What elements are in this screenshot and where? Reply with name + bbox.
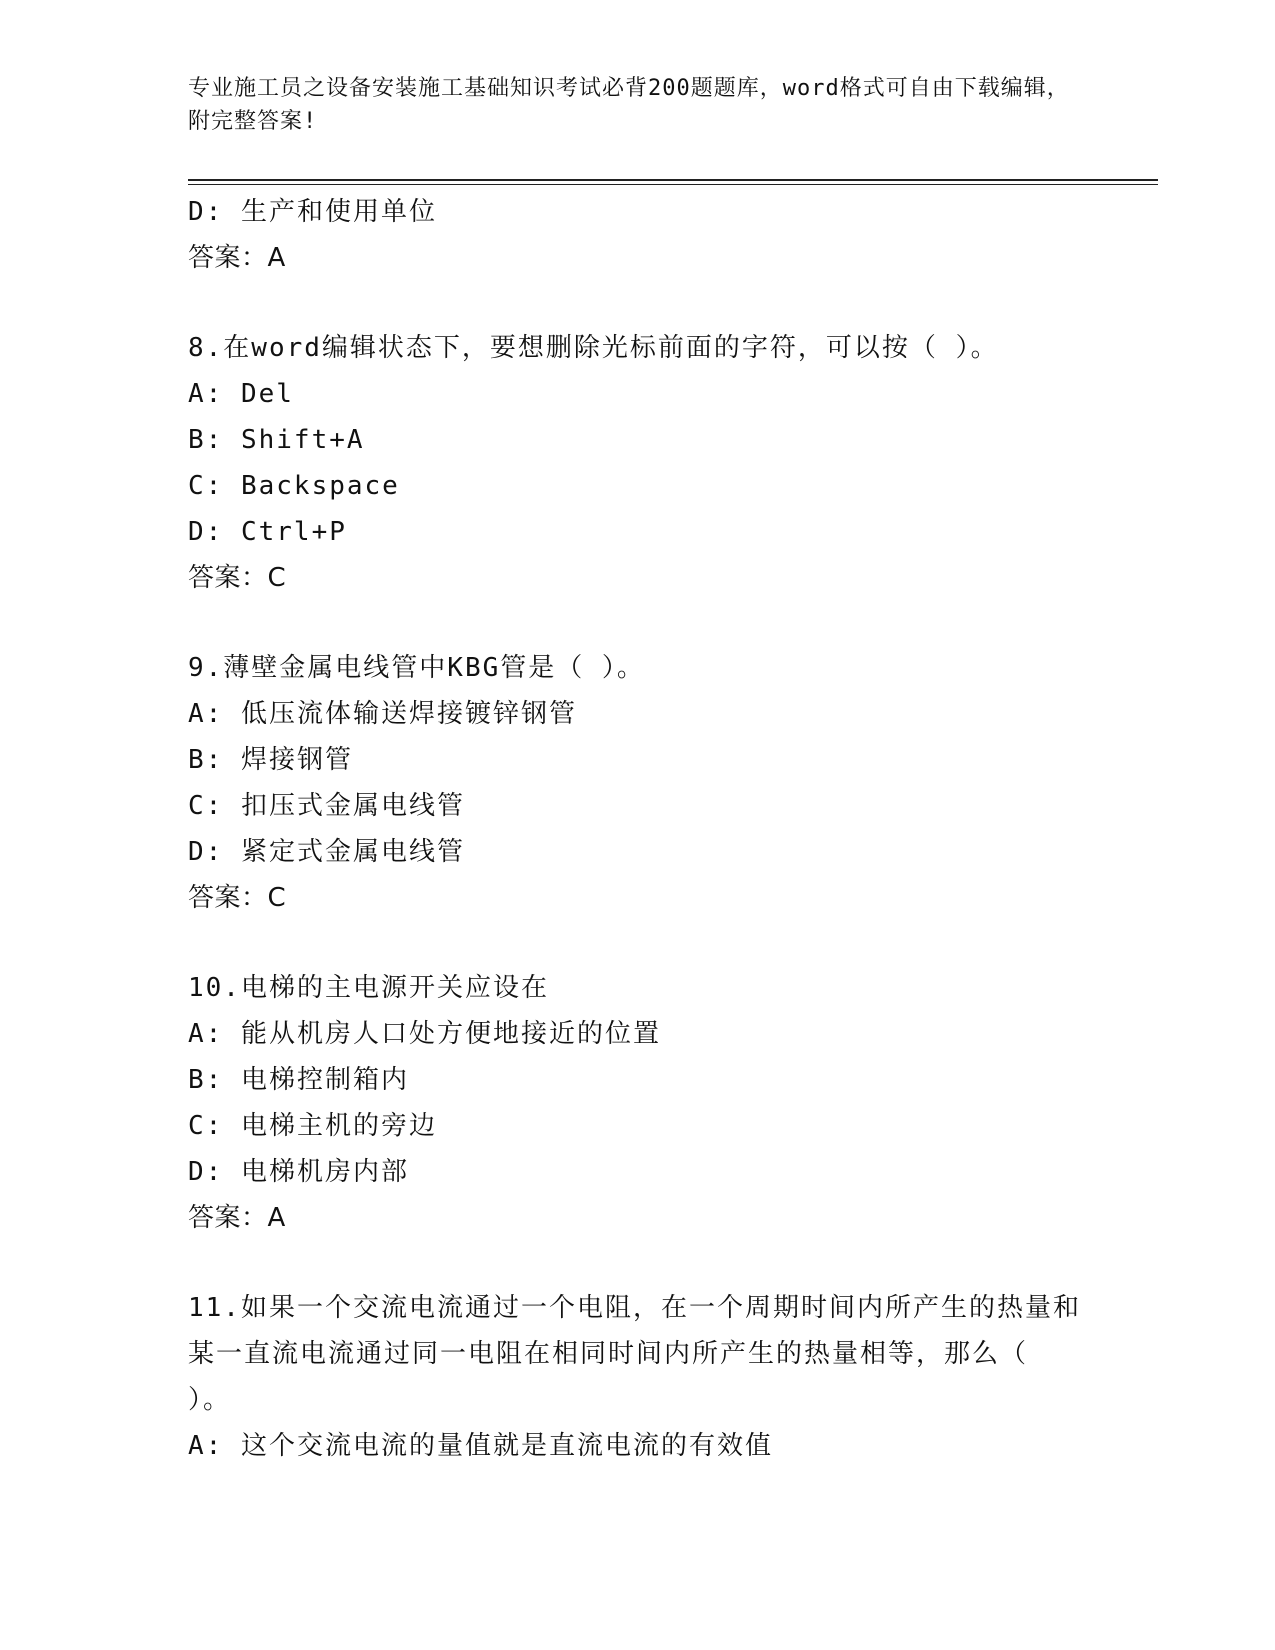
answer-label: 答案：C xyxy=(188,883,287,913)
option-c: C: Backspace xyxy=(188,471,400,501)
spacer xyxy=(188,601,1118,645)
question-block-11 xyxy=(188,1285,1118,1469)
option-a: A: 低压流体输送焊接镀锌钢管 xyxy=(188,699,577,729)
option-a: A: 这个交流电流的量值就是直流电流的有效值 xyxy=(188,1431,773,1461)
spacer xyxy=(188,281,1118,325)
option-b: B: 电梯控制箱内 xyxy=(188,1065,409,1095)
question-text: 11.如果一个交流电流通过一个电阻，在一个周期时间内所产生的热量和某一直流电流通过同一电阻在相同时间内所产生的热量相等，那么（ ）。 xyxy=(188,1293,1081,1415)
option-c: C: 扣压式金属电线管 xyxy=(188,791,465,821)
question-block-7-tail xyxy=(188,189,1118,281)
option-b: B: Shift+A xyxy=(188,425,365,455)
spacer xyxy=(188,1241,1118,1285)
question-block-8 xyxy=(188,325,1118,601)
option-c: C: 电梯主机的旁边 xyxy=(188,1111,437,1141)
answer-label: 答案：A xyxy=(188,243,286,273)
header-divider-thin xyxy=(188,184,1158,185)
question-text: 9.薄壁金属电线管中KBG管是（ ）。 xyxy=(188,653,645,683)
answer-label: 答案：C xyxy=(188,563,287,593)
spacer xyxy=(188,921,1118,965)
question-text: 8.在word编辑状态下，要想删除光标前面的字符，可以按（ ）。 xyxy=(188,333,999,363)
option-d: D: 电梯机房内部 xyxy=(188,1157,409,1187)
option-a: A: Del xyxy=(188,379,294,409)
option-d: D: Ctrl+P xyxy=(188,517,347,547)
question-list xyxy=(188,189,1118,1469)
header-divider-thick xyxy=(188,179,1158,181)
answer-label: 答案：A xyxy=(188,1203,286,1233)
question-block-10 xyxy=(188,965,1118,1241)
option-d: D: 生产和使用单位 xyxy=(188,197,437,227)
option-a: A: 能从机房人口处方便地接近的位置 xyxy=(188,1019,661,1049)
document-header: 专业施工员之设备安装施工基础知识考试必背200题题库，word格式可自由下载编辑，附完整答案! xyxy=(188,76,1070,134)
question-text: 10.电梯的主电源开关应设在 xyxy=(188,973,549,1003)
option-d: D: 紧定式金属电线管 xyxy=(188,837,465,867)
question-block-9 xyxy=(188,645,1118,921)
option-b: B: 焊接钢管 xyxy=(188,745,353,775)
